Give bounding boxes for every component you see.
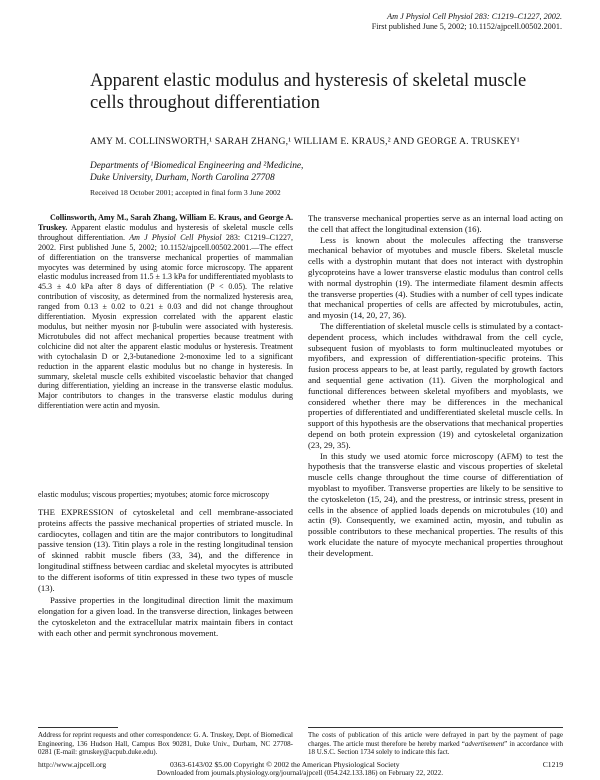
abstract-intro: Apparent elastic modulus and hysteresis of skeletal muscle cells throughout differentiation. (38, 222, 293, 242)
journal-citation-header (162, 12, 562, 32)
abstract-body: 283: C1219–C1227, 2002. First published June 5, 2002; 10.1152/ajpcell.00502.2001.—The effect of differentiation on the transverse mechanical properties of mammalian myocytes was determined by using atomic force microscopy. The apparent elastic modulus increased from 11.5 ± 1.3 kPa for undifferentiated myoblasts to 45.3 ± 4.0 kPa after 8 days of differentiation (P < 0.05). The relative contribution of viscosity, as determined from the normalized hysteresis area, ranged from 0.13 ± 0.02 to 0.21 ± 0.03 and did not change throughout differentiation. Myosin expression correlated with the apparent elastic modulus, but neither myosin nor β-tubulin were associated with hysteresis. Microtubules did not affect mechanical properties because treatment with colchicine did not alter the apparent elastic modulus or hysteresis. Treatment with cytochalasin D or 2,3-butanedione 2-monoxime led to a significant reduction in the apparent elastic modulus but no change in hysteresis. In summary, skeletal muscle cells exhibited viscoelastic behavior that changed during differentiation, yielding an increase in the transverse elastic modulus. Major contributors to changes in the transverse elastic modulus during differentiation were actin and myosin. (38, 232, 293, 411)
footnote-rule-left (38, 727, 118, 728)
drop-lead: THE EXPRESSION (38, 507, 114, 517)
journal-url-link[interactable]: http://www.ajpcell.org (38, 760, 107, 769)
keywords: elastic modulus; viscous properties; myotubes; atomic force microscopy (38, 490, 270, 499)
author-list: AMY M. COLLINSWORTH,¹ SARAH ZHANG,¹ WILLIAM E. KRAUS,² AND GEORGE A. TRUSKEY¹ (90, 136, 520, 147)
copyright-notice: 0363-6143/02 $5.00 Copyright © 2002 the American Physiological Society (170, 760, 400, 769)
article-title: Apparent elastic modulus and hysteresis of skeletal muscle cells throughout differentiation (90, 71, 527, 113)
page-number: C1219 (542, 760, 563, 769)
footnote-rule-right (308, 727, 563, 728)
page-charge-text-a: The costs of publication of this article were defrayed in part by the payment of page charges. The article must therefore be hereby marked “ (308, 731, 563, 748)
received-accepted-dates: Received 18 October 2001; accepted in final form 3 June 2002 (90, 188, 281, 197)
page-charge-footnote (308, 731, 563, 757)
abstract-authors: Collinsworth, Amy M., Sarah Zhang, William E. Kraus, and George A. Truskey. (38, 213, 293, 232)
journal-line-1: Am J Physiol Cell Physiol 283: C1219–C1227, 2002. (387, 12, 562, 21)
page-charge-text-b: ” in accordance with 18 U.S.C. Section 1734 solely to indicate this fact. (308, 739, 563, 757)
affiliation (90, 160, 550, 184)
journal-line-2: First published June 5, 2002; 10.1152/ajpcell.00502.2001. (371, 22, 562, 31)
affiliation-line-2: Duke University, Durham, North Carolina 27708 (90, 173, 275, 183)
right-paragraph-2: Less is known about the molecules affecting the transverse mechanical behavior of myotubes and muscle fibers. Skeletal muscle cells with a dystrophin mutant that does not interact with dystrophin glycoproteins have a lower transverse elastic modulus than control cells with normal dystrophin (19). The intermediate filament desmin affects the transverse properties (4). Studies with a number of cell types indicate that mechanical properties of cells are affected by microtubules, actin, and myosin (14, 20, 27, 36). (308, 234, 563, 321)
intro-paragraph-2: Passive properties in the longitudinal direction limit the maximum elongation for a given load. In the transverse direction, linkages between the cytoskeleton and the extracellular matrix maintain fibers in contact with each other and permit synchronous movement. (38, 595, 293, 638)
right-paragraph-3: The differentiation of skeletal muscle cells is stimulated by a contact-dependent process, which includes withdrawal from the cell cycle, subsequent fusion of myoblasts to form multinucleated myotubes or myofibers, and expression of differentiation-specific proteins. This fusion process appears to be, at least partly, regulated by growth factors and sequential gene activation (11). Given the morphological and functional differences between skeletal myofibers and myoblasts, we considered whether there may be differences in the mechanical properties of differentiated and undifferentiated skeletal muscle cells. In support of this hypothesis are the observations that mechanical properties depend on both protein expression (19) and cytoskeletal organization (23, 29, 35). (308, 320, 564, 450)
correspondence-footnote: Address for reprint requests and other correspondence: G. A. Truskey, Dept. of Biomedical Engineering, 136 Hudson Hall, Campus Box 90281, Duke Univ., Durham, NC 27708-0281 (E-mail: gtruskey@acpub.duke.edu). (38, 731, 293, 757)
advertisement-word: advertisement (464, 739, 505, 748)
left-column-body (38, 507, 293, 639)
right-column-body (308, 213, 563, 559)
abstract-citation: Am J Physiol Cell Physiol (129, 232, 222, 242)
right-paragraph-1: The transverse mechanical properties serve as an internal load acting on the cell that affect the longitudinal extension (16). (308, 213, 563, 234)
affiliation-line-1: Departments of ¹Biomedical Engineering and ²Medicine, (90, 161, 304, 171)
intro-paragraph-1 (38, 507, 293, 593)
abstract (38, 213, 293, 411)
intro-paragraph-1-text: of cytoskeletal and cell membrane-associated proteins affects the passive mechanical properties of striated muscle. In cardiocytes, collagen and titin are the major contributors to longitudinal passive tension (13). Titin plays a role in the resting longitudinal tension of skinned rabbit muscle fibers (33, 34), and the difference in longitudinal stiffness between cardiac and skeletal myocytes is attributed to the different isoforms of titin expressed in these two types of muscle (13). (38, 507, 293, 593)
right-paragraph-4: In this study we used atomic force microscopy (AFM) to test the hypothesis that the transverse elastic and viscous properties of skeletal muscle cells change throughout the time course of differentiation of myoblast to myofiber. Transverse properties are likely to be sensitive to the cytoskeleton (15, 24), and the prestress, or intrinsic stress, present in cells in the absence of applied loads depends on microtubules (10) and actin (9). Consequently, we examined actin, myosin, and tubulin as possible contributors to these mechanical properties. The results of this work elucidate the nature of myocyte mechanical properties throughout their development. (308, 450, 563, 558)
download-notice: Downloaded from journals.physiology.org/journal/ajpcell (054.242.133.186) on February 22, 2022. (156, 769, 444, 777)
